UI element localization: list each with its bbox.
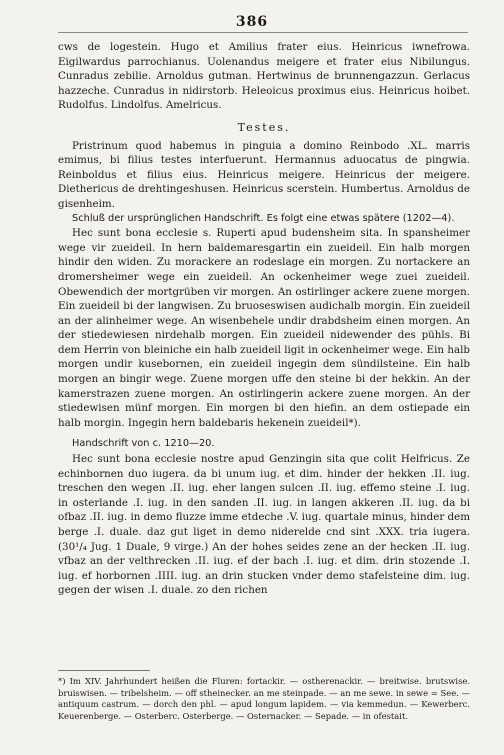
- body-text: [58, 40, 470, 598]
- witness-list-paragraph: cws de logestein. Hugo et Amilius frater eius. Heinricus iwnefrowa. Eigilwardus parrochianus. Uolenandus meigere et frater eius Nibilungus. Cunradus zebilie. Arnoldus gutman. Hertwinus de brunnengazzun. Gerlacus hazzeche. Cunradus in nidirstorb. Heleoicus proximus eius. Heinricus hoibet. Rudolfus. Lindolfus. Amelricus.: [58, 41, 470, 112]
- footnote-rule: [58, 670, 150, 671]
- header-rule: [58, 32, 468, 33]
- pristrinum-paragraph: Pristrinum quod habemus in pinguia a domino Reinbodo .XL. marris emimus, bi filius testes interfuerunt. Hermannus aduocatus de pingwia. Reinboldus et filius eius. Heinricus meigere. Heinricus der meigere. Diethericus de drehtingeshusen. Heinricus scerstein. Humbertus. Arnoldus de gisenheim.: [58, 139, 470, 210]
- footnote: *) Im XIV. Jahrhundert heißen die Fluren: fortackir. — ostherenackir. — breitwise. brutswise. bruiswisen. — tribelsheim. — off stheinecker. an me steinpade. — an me sewe. in sewe = See. — antiquum castrum. — dorch den phl. — apud longum lapidem. — via kemmedun. — Kewerberc. Keuerenberge. — Osterberc. Osterberge. — Osternacker. — Sepade. — in ofestait.: [58, 676, 470, 721]
- page-number: 386: [235, 14, 269, 30]
- manuscript-date-heading: Handschrift von c. 1210—20.: [72, 438, 215, 450]
- budensheim-paragraph: Hec sunt bona ecclesie s. Ruperti apud budensheim sita. In spansheimer wege vir zueideil. In hern baldemaresgartin ein zueideil. Ein halb morgen hindir den widen. Zu morackere an rodeslage ein morgen. Zu nortackere an dromersheimer wege ein zueideil. An ockenheimer wege zuei zueideil. Obewendich der mortgrüben vir morgen. An ostirlinger ackere zuene morgen. Ein zueideil bi der langwisen. Zu bruoseswisen audichalb morgin. Ein zueideil an der alinheimer wege. An wisenbehele undir drabdsheim einen morgen. An der stiedewiesen nirdehalb morgen. Ein zueideil nidewender des pühls. Bi dem Herrin von bleiniche ein halb zueideil ligit in ockenheimer wege. Ein halb morgen undir kusebornen, ein zueideil ingegin dem sündilsteine. Ein halb morgen an bingir wege. Zuene morgen uffe den steine bi der hekkin. An der kamerstrazen zuene morgen. An ostirlingerin ackere zuene morgen. An der stiedewisen münf morgen. Ein morgen bi den hiefin. an dem ostiepade ein halb morgin. Ingegin hern baldebaris hekenein zueideil*).: [58, 227, 470, 429]
- spacer: [58, 430, 470, 437]
- manuscript-note: Schluß der ursprünglichen Handschrift. Es folgt eine etwas spätere (1202—4).: [72, 212, 455, 224]
- genzingin-paragraph: Hec sunt bona ecclesie nostre apud Genzingin sita que colit Helfricus. Ze echinbornen duo iugera. da bi unum iug. et dim. hinder der hekken .II. iug. treschen den wegen .II. iug. eher langen sulcen .II. iug. effemo steine .I. iug. in osterlande .I. iug. in den sanden .II. iug. in langen akkeren .II. iug. da bi ofbaz .II. iug. in demo fluzze imme etdeche .V. iug. quartale minus, hinder dem berge .I. duale. daz gut liget in demo niderelde cnd sint .XXX. tria iugera. (30¹/₄ Jug. 1 Duale, 9 virge.) An der hohes seides zene an der hecken .II. iug. vfbaz an der velthrecken .II. iug. ef der bach .I. iug. et dim. drin stozende .I. iug. ef horbornen .IIII. iug. an drin stucken vnder demo stafelsteine dim. iug. gegen der wisen .I. duale. zo den richen: [58, 453, 470, 597]
- testes-heading: Testes.: [237, 120, 291, 134]
